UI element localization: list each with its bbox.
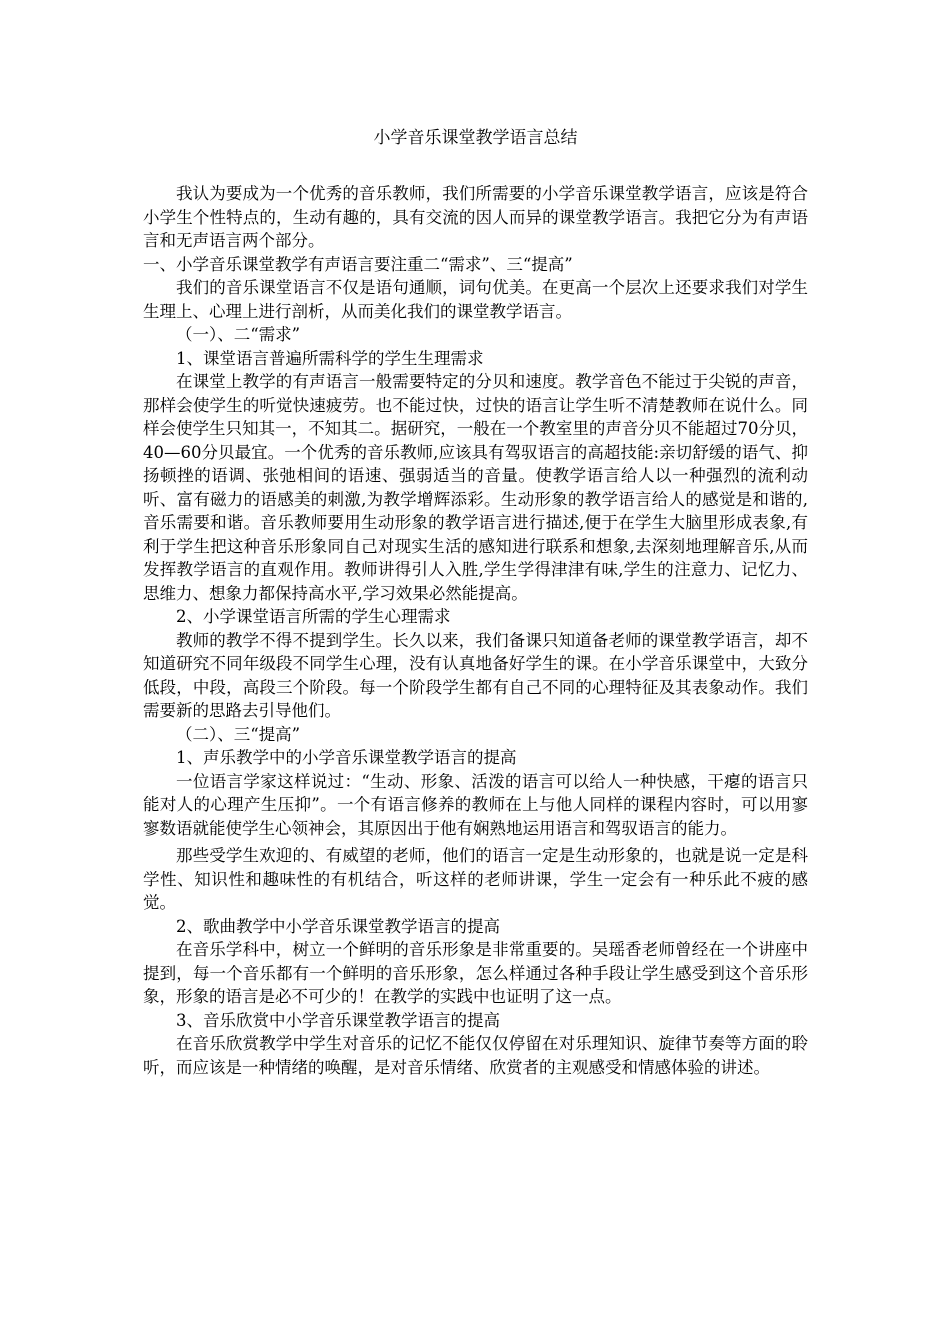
item-heading-vocal: 1、声乐教学中的小学音乐课堂教学语言的提高 [176,748,517,767]
vocal-paragraph-1: 一位语言学家这样说过：“生动、形象、活泼的语言可以给人一种快感，干瘪的语言只能对人的心理产生压抑”。一个有语言修养的教师在上与他人同样的课程内容时，可以用寥寥数语就能使学生心领神会，其原因出于他有娴熟地运用语言和驾驭语言的能力。 [143,771,808,838]
item-heading-physiological: 1、课堂语言普遍所需科学的学生生理需求 [176,348,484,368]
song-paragraph: 在音乐学科中，树立一个鲜明的音乐形象是非常重要的。吴瑶香老师曾经在一个讲座中提到，每一个音乐都有一个鲜明的音乐形象，怎么样通过各种手段让学生感受到这个音乐形象，形象的语言是必不可少的！在教学的实践中也证明了这一点。 [143,940,808,1006]
item-heading-song: 2、歌曲教学中小学音乐课堂教学语言的提高 [176,916,500,936]
document-page [143,124,808,1079]
psychological-paragraph: 教师的教学不得不提到学生。长久以来，我们备课只知道备老师的课堂教学语言，却不知道研究不同年级段不同学生心理，没有认真地备好学生的课。在小学音乐课堂中，大致分低段，中段，高段三个阶段。每一个阶段学生都有自己不同的心理特征及其表象动作。我们需要新的思路去引导他们。 [143,630,808,720]
section-1-intro: 我们的音乐课堂语言不仅是语句通顺，词句优美。在更高一个层次上还要求我们对学生生理上、心理上进行剖析，从而美化我们的课堂教学语言。 [143,278,808,321]
document-title: 小学音乐课堂教学语言总结 [373,128,578,148]
vocal-paragraph-2: 那些受学生欢迎的、有威望的老师，他们的语言一定是生动形象的，也就是说一定是科学性、知识性和趣味性的有机结合，听这样的老师讲课，学生一定会有一种乐此不疲的感觉。 [143,846,808,912]
item-heading-psychological: 2、小学课堂语言所需的学生心理需求 [176,607,451,626]
subsection-heading-needs: （一）、二“需求” [176,325,301,344]
physiological-paragraph: 在课堂上教学的有声语言一般需要特定的分贝和速度。教学音色不能过于尖锐的声音，那样会使学生的听觉快速疲劳。也不能过快，过快的语言让学生听不清楚教师在说什么。同样会使学生只知其一，不知其二。据研究，一般在一个教室里的声音分贝不能超过70分贝，40—60分贝最宜。一个优秀的音乐教师,应该具有驾驭语言的高超技能:亲切舒缓的语气、抑扬顿挫的语调、张弛相间的语速、强弱适当的音量。使教学语言给人以一种强烈的流利动听、富有磁力的语感美的刺激,为教学增辉添彩。生动形象的教学语言给人的感觉是和谐的,音乐需要和谐。音乐教师要用生动形象的教学语言进行描述,便于在学生大脑里形成表象,有利于学生把这种音乐形象同自己对现实生活的感知进行联系和想象,去深刻地理解音乐,从而发挥教学语言的直观作用。教师讲得引人入胜,学生学得津津有味,学生的注意力、记忆力、思维力、想象力都保持高水平,学习效果必然能提高。 [143,372,808,603]
intro-paragraph: 我认为要成为一个优秀的音乐教师，我们所需要的小学音乐课堂教学语言，应该是符合小学生个性特点的，生动有趣的，具有交流的因人而异的课堂教学语言。我把它分为有声语言和无声语言两个部分。 [143,184,808,250]
item-heading-appreciation: 3、音乐欣赏中小学音乐课堂教学语言的提高 [176,1010,500,1030]
appreciation-paragraph: 在音乐欣赏教学中学生对音乐的记忆不能仅仅停留在对乐理知识、旋律节奏等方面的聆听，而应该是一种情绪的唤醒，是对音乐情绪、欣赏者的主观感受和情感体验的讲述。 [143,1034,808,1077]
section-heading-1: 一、小学音乐课堂教学有声语言要注重二“需求”、三“提高” [143,254,573,274]
subsection-heading-improvements: （二）、三“提高” [176,724,301,744]
